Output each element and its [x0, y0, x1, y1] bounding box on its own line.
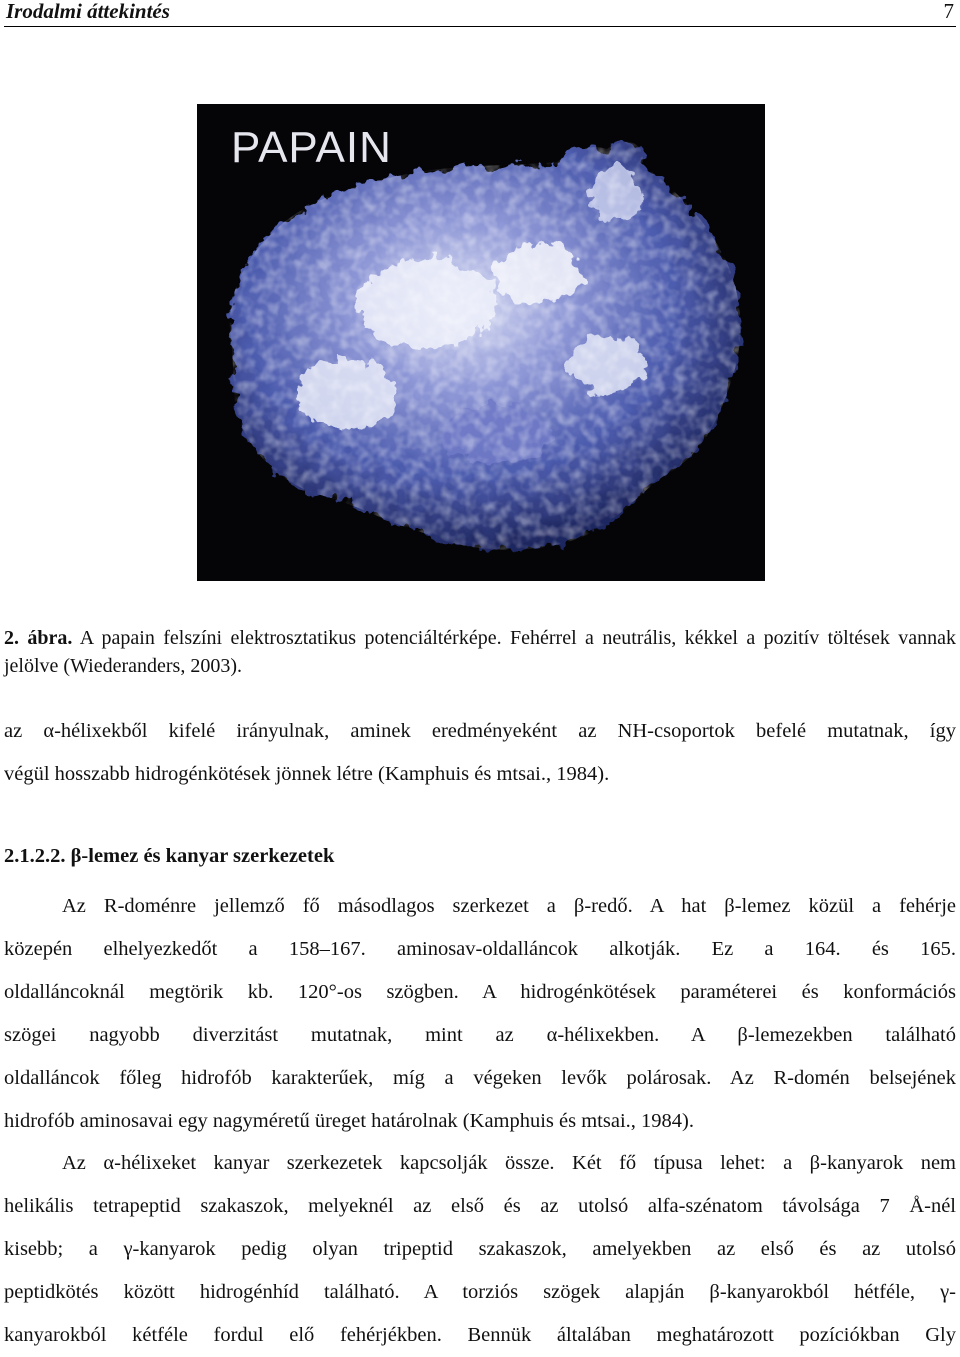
paragraph-line: oldalláncoknál megtörik kb. 120°-os szögben. A hidrogénkötések paraméterei és konformációs — [4, 981, 956, 1003]
paragraph-line: az α-hélixekből kifelé irányulnak, aminek eredményeként az NH-csoportok befelé mutatnak, így — [4, 720, 956, 742]
running-title: Irodalmi áttekintés — [6, 0, 170, 23]
section-heading: 2.1.2.2. β-lemez és kanyar szerkezetek — [4, 845, 335, 867]
paragraph-line: helikális tetrapeptid szakaszok, melyeknél az első és az utolsó alfa-szénatom távolsága 7 Å-nél — [4, 1195, 956, 1217]
paragraph-line: közepén elhelyezkedőt a 158–167. aminosav-oldalláncok alkotják. Ez a 164. és 165. — [4, 938, 956, 960]
paragraph-2 — [4, 1142, 956, 1357]
protein-surface-image — [197, 104, 765, 581]
figure-caption — [4, 624, 956, 680]
paragraph-line: peptidkötés között hidrogénhíd található. A torziós szögek alapján β-kanyarokból hétféle, γ- — [4, 1281, 956, 1303]
page-header — [4, 0, 956, 27]
paragraph-line: szögei nagyobb diverzitást mutatnak, mint az α-hélixekben. A β-lemezekben található — [4, 1024, 956, 1046]
page-number: 7 — [943, 0, 954, 23]
caption-text: A papain felszíni elektrosztatikus potenciáltérképe. Fehérrel a neutrális, kékkel a pozitív töltések vannak jelölve (Wiederanders, 2003). — [4, 627, 956, 677]
figure-label: PAPAIN — [231, 123, 392, 172]
paragraph-line: kanyarokból kétféle fordul elő fehérjékben. Bennük általában meghatározott pozíciókban Gly — [4, 1324, 956, 1346]
caption-label: 2. ábra. — [4, 627, 73, 649]
paragraph-line: végül hosszabb hidrogénkötések jönnek létre (Kamphuis és mtsai., 1984). — [4, 763, 610, 785]
paragraph-line: oldalláncok főleg hidrofób karakterűek, míg a végeken levők polárosak. Az R-domén belsejének — [4, 1067, 956, 1089]
paragraph-line: hidrofób aminosavai egy nagyméretű üreget határolnak (Kamphuis és mtsai., 1984). — [4, 1110, 694, 1132]
intro-paragraph — [4, 710, 956, 796]
paragraph-line: Az α-hélixeket kanyar szerkezetek kapcsolják össze. Két fő típusa lehet: a β-kanyarok nem — [62, 1152, 956, 1174]
papain-surface-figure — [197, 104, 765, 581]
paragraph-1 — [4, 885, 956, 1143]
paragraph-line: Az R-doménre jellemző fő másodlagos szerkezet a β-redő. A hat β-lemez közül a fehérje — [62, 895, 956, 917]
paragraph-line: kisebb; a γ-kanyarok pedig olyan tripeptid szakaszok, amelyekben az első és az utolsó — [4, 1238, 956, 1260]
